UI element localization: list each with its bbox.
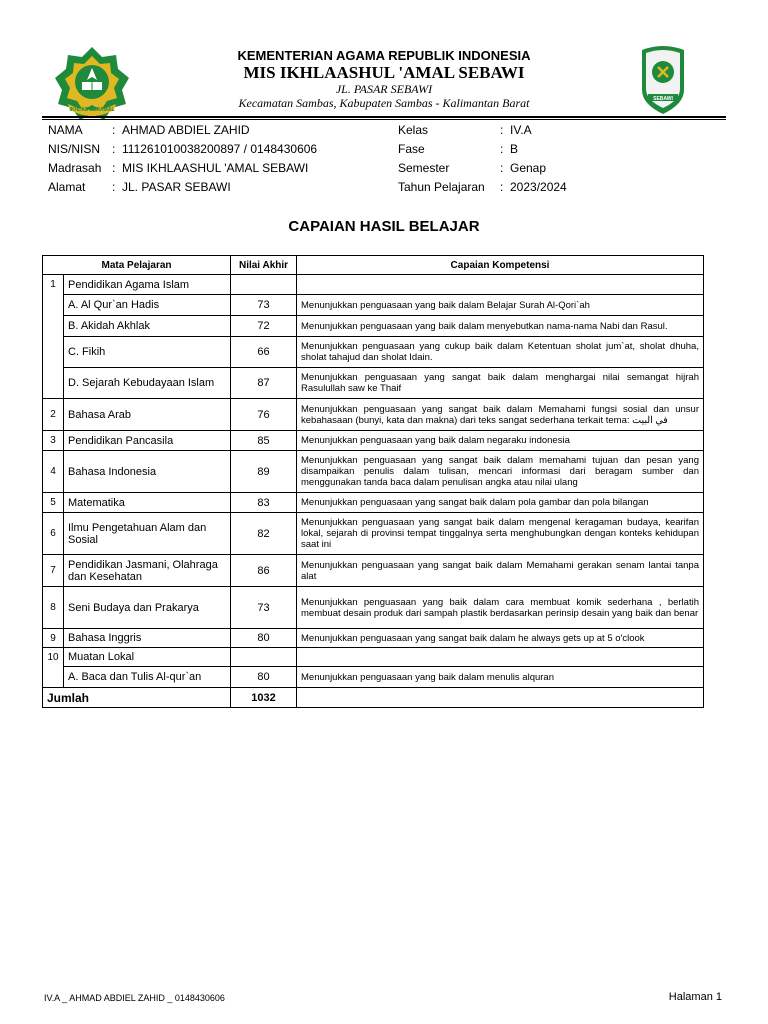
row-number [43,295,64,316]
row-subject: B. Akidah Akhlak [64,316,231,337]
row-score: 83 [231,493,297,513]
student-name: AHMAD ABDIEL ZAHID [122,123,250,137]
row-competency: Menunjukkan penguasaan yang cukup baik dalam Ketentuan sholat jum`at, sholat dhuha, sholat tahajud dan sholat Idain. [297,337,704,368]
info-colon: : [500,161,504,175]
student-nis: 111261010038200897 / 0148430606 [122,142,318,156]
school-name: MIS IKHLAASHUL 'AMAL SEBAWI [243,63,525,82]
table-row [43,493,704,513]
row-competency [297,648,704,667]
row-score: 73 [231,587,297,629]
section-title: CAPAIAN HASIL BELAJAR [288,218,480,235]
grades-table [42,255,704,708]
row-subject: Seni Budaya dan Prakarya [64,587,231,629]
header-divider [42,116,726,118]
row-number: 2 [43,399,64,431]
table-row [43,629,704,648]
footer-page-number: Halaman 1 [668,991,722,1003]
table-row [43,555,704,587]
info-colon: : [500,180,504,194]
table-row [43,368,704,399]
table-row [43,667,704,688]
info-row-fase [398,140,567,159]
row-competency: Menunjukkan penguasaan yang sangat baik dalam memahami tujuan dan pesan yang disampaikan penulis dalam tulisan, mencari informasi dari beragam sumber dan menggunakan tanda baca dalam penulisan angka atau nilai ulang [297,451,704,493]
row-number [43,337,64,368]
school-district: Kecamatan Sambas, Kabupaten Sambas - Kalimantan Barat [238,96,530,110]
info-label: Kelas [398,123,429,137]
table-row [43,431,704,451]
total-label: Jumlah [43,688,231,708]
row-score: 89 [231,451,297,493]
row-subject: Pendidikan Pancasila [64,431,231,451]
row-number [43,368,64,399]
info-row-tahun [398,178,567,197]
student-semester: Genap [510,161,547,175]
info-label: NIS/NISN [48,142,101,156]
row-score: 87 [231,368,297,399]
info-colon: : [500,142,504,156]
row-subject: Bahasa Inggris [64,629,231,648]
row-number: 5 [43,493,64,513]
row-subject: Pendidikan Agama Islam [64,275,231,295]
row-number: 8 [43,587,64,629]
row-number [43,667,64,688]
row-subject: Matematika [64,493,231,513]
svg-text:IKHLAS BERAMAL: IKHLAS BERAMAL [69,107,115,113]
info-row-nis [48,140,317,159]
table-header-row [43,256,704,275]
row-subject: Bahasa Indonesia [64,451,231,493]
row-competency: Menunjukkan penguasaan yang sangat baik dalam Memahami gerakan senam lantai tanpa alat [297,555,704,587]
header-score: Nilai Akhir [231,256,297,275]
ministry-emblem-icon [52,44,132,124]
info-colon: : [500,123,504,137]
row-number: 1 [43,275,64,295]
row-competency: Menunjukkan penguasaan yang baik dalam negaraku indonesia [297,431,704,451]
table-row [43,275,704,295]
info-row-nama [48,121,317,140]
table-row [43,587,704,629]
row-subject: Bahasa Arab [64,399,231,431]
row-score: 76 [231,399,297,431]
table-row [43,316,704,337]
row-score: 85 [231,431,297,451]
row-number: 7 [43,555,64,587]
row-competency: Menunjukkan penguasaan yang sangat baik dalam he always gets up at 5 o'clook [297,629,704,648]
row-competency: Menunjukkan penguasaan yang sangat baik dalam menghargai nilai semangat hijrah Rasulullah saw ke Thaif [297,368,704,399]
row-score: 86 [231,555,297,587]
student-year: 2023/2024 [510,180,567,194]
table-row [43,513,704,555]
table-row [43,295,704,316]
info-label: Madrasah [48,161,102,175]
table-row [43,399,704,431]
row-score: 80 [231,629,297,648]
total-competency-empty [297,688,704,708]
row-number [43,316,64,337]
row-score: 80 [231,667,297,688]
table-row [43,451,704,493]
info-row-kelas [398,121,567,140]
info-row-alamat [48,178,317,197]
row-subject: Ilmu Pengetahuan Alam dan Sosial [64,513,231,555]
total-row [43,688,704,708]
row-number: 6 [43,513,64,555]
info-colon: : [112,161,116,175]
student-info-left [48,121,317,197]
row-competency: Menunjukkan penguasaan yang sangat baik dalam mengenal keragaman budaya, kearifan lokal, sejarah di provinsi tempat tinggalnya serta menghubungkan dengan konteks kehidupan saat ini [297,513,704,555]
row-score: 72 [231,316,297,337]
row-subject: A. Baca dan Tulis Al-qur`an [64,667,231,688]
footer-student-id: IV.A _ AHMAD ABDIEL ZAHID _ 0148430606 [44,993,225,1003]
school-emblem-icon [636,42,690,116]
info-row-madrasah [48,159,317,178]
row-competency [297,275,704,295]
ministry-name: KEMENTERIAN AGAMA REPUBLIK INDONESIA [237,48,531,63]
student-class: IV.A [510,123,532,137]
table-row [43,648,704,667]
row-number: 4 [43,451,64,493]
row-score: 82 [231,513,297,555]
school-street: JL. PASAR SEBAWI [335,82,433,96]
row-score [231,275,297,295]
row-subject: A. Al Qur`an Hadis [64,295,231,316]
header-divider-thin [42,119,726,120]
info-label: NAMA [48,123,83,137]
row-score [231,648,297,667]
header-competency: Capaian Kompetensi [297,256,704,275]
row-competency: Menunjukkan penguasaan yang baik dalam menulis alquran [297,667,704,688]
row-score: 73 [231,295,297,316]
row-subject: D. Sejarah Kebudayaan Islam [64,368,231,399]
info-label: Tahun Pelajaran [398,180,485,194]
row-score: 66 [231,337,297,368]
info-colon: : [112,142,116,156]
info-label: Fase [398,142,425,156]
row-competency: Menunjukkan penguasaan yang sangat baik dalam Memahami fungsi sosial dan unsur kebahasaan (bunyi, kata dan makna) dari teks sangat sederhana terkait tema: في البيت [297,399,704,431]
total-score: 1032 [231,688,297,708]
row-competency: Menunjukkan penguasaan yang sangat baik dalam pola gambar dan pola bilangan [297,493,704,513]
table-row [43,337,704,368]
row-competency: Menunjukkan penguasaan yang baik dalam cara membuat komik sederhana , berlatih membuat desain produk dari sampah plastik berdasarkan perinsip desain yang baik dan benar [297,587,704,629]
row-competency: Menunjukkan penguasaan yang baik dalam Belajar Surah Al-Qori`ah [297,295,704,316]
info-row-semester [398,159,567,178]
info-colon: : [112,123,116,137]
row-number: 3 [43,431,64,451]
header-subject: Mata Pelajaran [43,256,231,275]
student-address: JL. PASAR SEBAWI [122,180,231,194]
row-subject: C. Fikih [64,337,231,368]
student-phase: B [510,142,519,156]
row-number: 10 [43,648,64,667]
info-label: Alamat [48,180,86,194]
info-label: Semester [398,161,450,175]
svg-text:SEBAWI: SEBAWI [653,96,673,102]
row-number: 9 [43,629,64,648]
row-subject: Muatan Lokal [64,648,231,667]
row-subject: Pendidikan Jasmani, Olahraga dan Kesehatan [64,555,231,587]
row-competency: Menunjukkan penguasaan yang baik dalam menyebutkan nama-nama Nabi dan Rasul. [297,316,704,337]
info-colon: : [112,180,116,194]
student-madrasah: MIS IKHLAASHUL 'AMAL SEBAWI [122,161,309,175]
student-info-right [398,121,567,197]
